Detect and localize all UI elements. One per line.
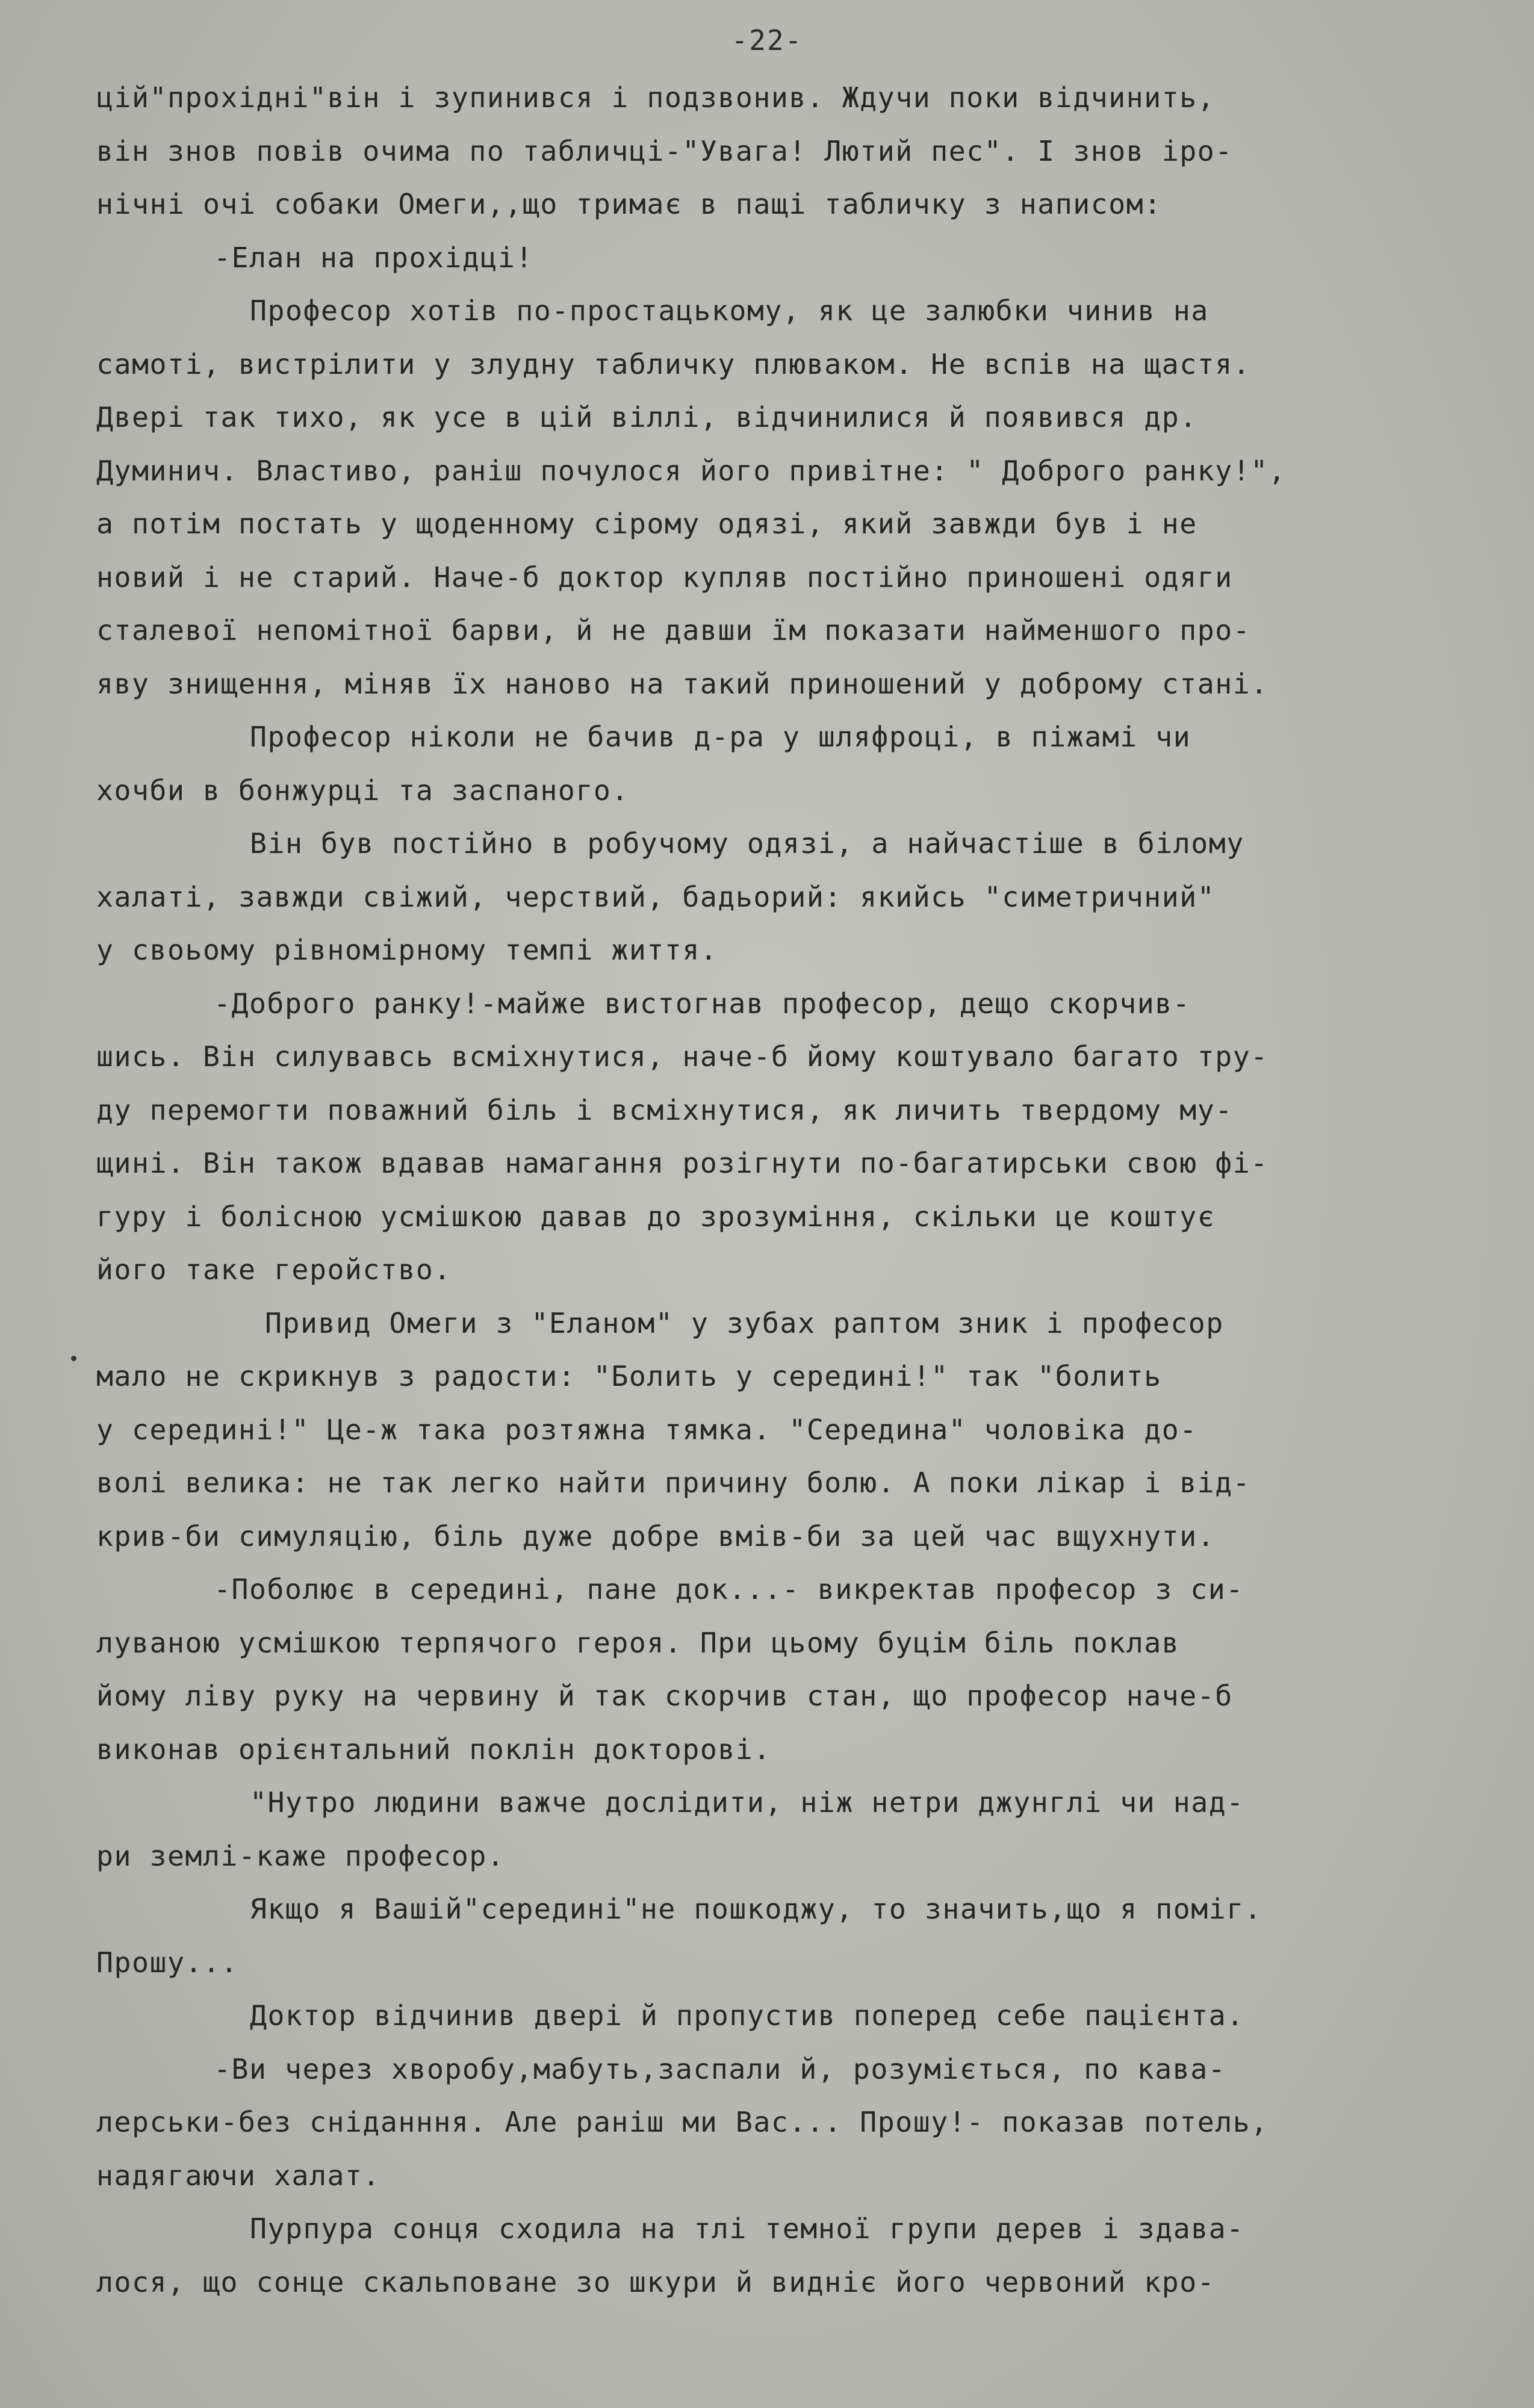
text-line: -Ви через хворобу,мабуть,заспали й, розуміється, по кава- bbox=[214, 2052, 1226, 2085]
text-line: Доктор відчинив двері й пропустив поперед себе пацієнта. bbox=[250, 1999, 1244, 2032]
margin-dot bbox=[71, 1356, 76, 1361]
text-line: "Нутро людини важче дослідити, ніж нетри джунглі чи над- bbox=[250, 1786, 1244, 1819]
text-line: а потім постать у щоденному сірому одязі, який завжди був і не bbox=[96, 507, 1197, 540]
text-line: Професор хотів по-простацькому, як це залюбки чинив на bbox=[250, 294, 1209, 327]
text-line: -Елан на прохідці! bbox=[214, 241, 533, 274]
text-line: Думинич. Властиво, раніш почулося його привітне: " Доброго ранку!", bbox=[96, 454, 1287, 487]
text-line: Привид Омеги з "Еланом" у зубах раптом зник і професор bbox=[265, 1306, 1224, 1339]
text-line: самоті, вистрілити у злудну табличку плюваком. Не вспів на щастя. bbox=[96, 347, 1251, 380]
text-line: йому ліву руку на червину й так скорчив стан, що професор наче-б bbox=[96, 1680, 1233, 1712]
page-number: -22- bbox=[731, 24, 803, 57]
text-line: лося, що сонце скальповане зо шкури й видніє його червоний кро- bbox=[96, 2265, 1216, 2298]
text-line: виконав орієнтальний поклін докторові. bbox=[96, 1733, 771, 1766]
text-line: луваною усмішкою терпячого героя. При цьому буцім біль поклав bbox=[96, 1626, 1180, 1659]
text-line: Якщо я Вашій"середині"не пошкоджу, то значить,що я поміг. bbox=[250, 1893, 1262, 1925]
text-line: ду перемогти поважний біль і всміхнутися, як личить твердому му- bbox=[96, 1093, 1233, 1126]
text-line: Прошу... bbox=[96, 1946, 238, 1979]
text-line: яву знищення, міняв їх наново на такий приношений у доброму стані. bbox=[96, 667, 1268, 700]
text-line: Двері так тихо, як усе в цій віллі, відчинилися й появився др. bbox=[96, 401, 1197, 433]
body-text bbox=[96, 71, 1481, 2309]
text-line: гуру і болісною усмішкою давав до зрозуміння, скільки це коштує bbox=[96, 1200, 1216, 1233]
text-line: крив-би симуляцію, біль дуже добре вмів-би за цей час вщухнути. bbox=[96, 1519, 1216, 1553]
text-line: волі велика: не так легко найти причину болю. А поки лікар і від- bbox=[96, 1466, 1251, 1499]
text-line: хочби в бонжурці та заспаного. bbox=[96, 774, 629, 807]
text-line: халаті, завжди свіжий, черствий, бадьорий: якийсь "симетричний" bbox=[96, 880, 1216, 913]
text-line: у середині!" Це-ж така розтяжна тямка. "Середина" чоловіка до- bbox=[96, 1413, 1197, 1446]
text-line: мало не скрикнув з радости: "Болить у середині!" так "болить bbox=[96, 1360, 1162, 1392]
text-line: надягаючи халат. bbox=[96, 2159, 380, 2192]
text-line: лерськи-без сніданння. Але раніш ми Вас... Прошу!- показав потель, bbox=[96, 2106, 1268, 2138]
text-line: Пурпура сонця сходила на тлі темної групи дерев і здава- bbox=[250, 2212, 1244, 2245]
text-line: щині. Він також вдавав намагання розігнути по-багатирськи свою фі- bbox=[96, 1147, 1268, 1179]
text-line: -Доброго ранку!-майже вистогнав професор, дещо скорчив- bbox=[214, 987, 1191, 1020]
text-line: Він був постійно в робучому одязі, а найчастіше в білому bbox=[250, 827, 1244, 860]
text-line: він знов повів очима по табличці-"Увага! Лютий пес". І знов іро- bbox=[96, 134, 1233, 167]
text-line: новий і не старий. Наче-б доктор купляв постійно приношені одяги bbox=[96, 560, 1233, 594]
text-line: цій"прохідні"він і зупинився і подзвонив. Ждучи поки відчинить, bbox=[96, 81, 1216, 114]
text-line: його таке геройство. bbox=[96, 1253, 452, 1286]
text-line: ри землі-каже професор. bbox=[96, 1839, 505, 1872]
text-line: у своьому рівномірному темпі життя. bbox=[96, 934, 718, 966]
text-line: сталевої непомітної барви, й не давши їм показати найменшого про- bbox=[96, 614, 1251, 647]
text-line: шись. Він силувавсь всміхнутися, наче-б йому коштувало багато тру- bbox=[96, 1040, 1268, 1073]
text-line: -Поболює в середині, пане док...- викректав професор з си- bbox=[214, 1573, 1244, 1606]
text-line: Професор ніколи не бачив д-ра у шляфроці, в піжамі чи bbox=[250, 721, 1191, 753]
text-line: нічні очі собаки Омеги,,що тримає в пащі табличку з написом: bbox=[96, 188, 1162, 220]
